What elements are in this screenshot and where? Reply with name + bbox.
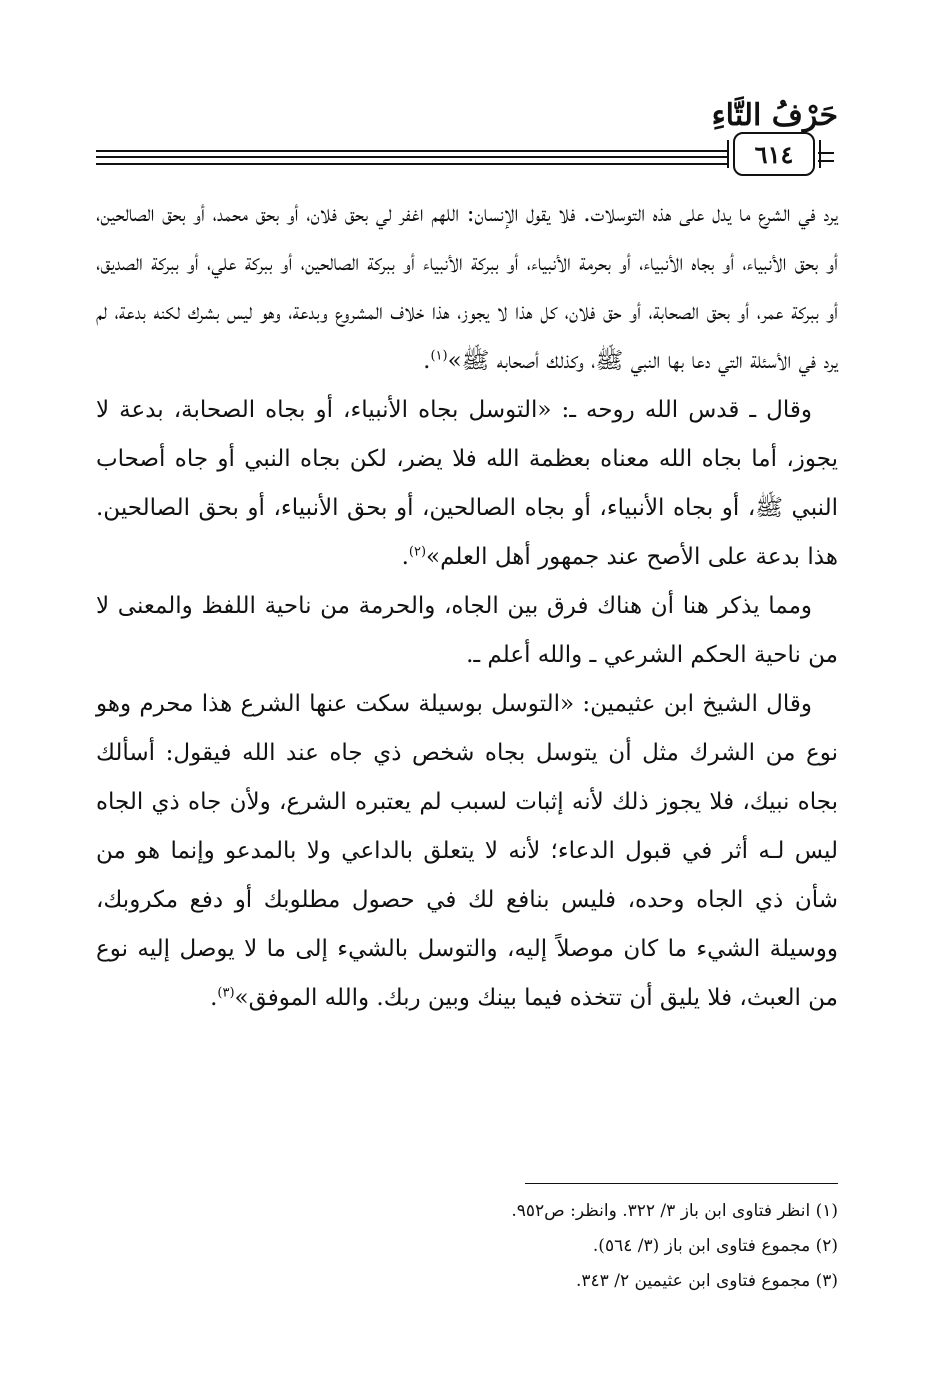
footnotes	[96, 1194, 838, 1299]
body-text	[96, 190, 838, 1023]
footnote-ref: (١)	[430, 348, 448, 364]
footnote: (٢) مجموع فتاوى ابن باز (٣/ ٥٦٤).	[592, 1236, 838, 1256]
footnote-ref: (٢)	[408, 544, 427, 560]
paragraph-text: وقال ـ قدس الله روحه ـ: «التوسل بجاه الأنبياء، أو بجاه الصحابة، بدعة لا يجوز، أما بجاه الله معناه بعظمة الله فلا يضر، لكن بجاه النبي أو جاه أصحاب النبي ﷺ، أو بجاه الأنبياء، أو بجاه الصالحين، أو بحق الأنبياء، أو بحق الصالحين. هذا بدعة على الأصح عند جمهور أهل العلم»	[96, 397, 838, 570]
paragraph-text: وقال الشيخ ابن عثيمين: «التوسل بوسيلة سكت عنها الشرع هذا محرم وهو نوع من الشرك مثل أن يتوسل بجاه شخص ذي جاه عند الله فيقول: أسألك بجاه نبيك، فلا يجوز ذلك لأنه إثبات لسبب لم يعتبره الشرع، ولأن جاه ذي الجاه ليس لـه أثر في قبول الدعاء؛ لأنه لا يتعلق بالداعي ولا بالمدعو وإنما هو من شأن ذي الجاه وحده، فليس بنافع لك في حصول مطلوبك أو دفع مكروبك، ووسيلة الشيء ما كان موصلاً إليه، والتوسل بالشيء إلى ما لا يوصل إليه نوع من العبث، فلا يليق أن تتخذه فيما بينك وبين ربك. والله الموفق»	[96, 691, 838, 1011]
footnote: (٣) مجموع فتاوى ابن عثيمين ٢/ ٣٤٣.	[575, 1271, 838, 1291]
footnote-ref: (٣)	[217, 985, 235, 1001]
paragraph: وقال الشيخ ابن عثيمين: «التوسل بوسيلة سكت عنها الشرع هذا محرم وهو نوع من الشرك مثل أن يتوسل بجاه شخص ذي جاه عند الله فيقول: أسألك بجاه نبيك، فلا يجوز ذلك لأنه إثبات لسبب لم يعتبره الشرع، ولأن جاه ذي الجاه ليس لـه أثر في قبول الدعاء؛ لأنه لا يتعلق بالداعي ولا بالمدعو وإنما هو من شأن ذي الجاه وحده، فليس بنافع لك في حصول مطلوبك أو دفع مكروبك، ووسيلة الشيء ما كان موصلاً إليه، والتوسل بالشيء إلى ما لا يوصل إليه نوع من العبث، فلا يليق أن تتخذه فيما بينك وبين ربك. والله الموفق»$^{(٣)}$.	[96, 691, 838, 1011]
paragraph	[96, 582, 838, 680]
header-rule	[96, 163, 728, 165]
header-rule	[96, 156, 728, 158]
page-number	[733, 132, 815, 176]
running-title: حَرْفُ التَّاءِ	[711, 98, 838, 133]
page-number-text: ٦١٤	[754, 139, 794, 169]
paragraph-text: يرد في الشرع ما يدل على هذه التوسلات. فلا يقول الإنسان: اللهم اغفر لي بحق فلان، أو بحق محمد، أو بحق الصالحين، أو بحق الأنبياء، أو بجاه الأنبياء، أو بحرمة الأنبياء، أو ببركة الأنبياء أو ببركة الصالحين، أو ببركة علي، أو ببركة الصديق، أو ببركة عمر، أو بحق الصحابة، أو حق فلان، كل هذا لا يجوز، هذا خلاف المشروع وبدعة، وهو ليس بشرك لكنه بدعة، لم يرد في الأسئلة التي دعا بها النبي ﷺ، وكذلك أصحابه ﷺ»	[96, 201, 838, 374]
paragraph: وقال ـ قدس الله روحه ـ: «التوسل بجاه الأنبياء، أو بجاه الصحابة، بدعة لا يجوز، أما بجاه الله معناه بعظمة الله فلا يضر، لكن بجاه النبي أو جاه أصحاب النبي ﷺ، أو بجاه الأنبياء، أو بجاه الصالحين، أو بحق الأنبياء، أو بحق الصالحين. هذا بدعة على الأصح عند جمهور أهل العلم»$^{(٢)}$.	[96, 397, 838, 570]
paragraph-text: ومما يذكر هنا أن هناك فرق بين الجاه، والحرمة من ناحية اللفظ والمعنى لا من ناحية الحكم الشرعي ـ والله أعلم ـ.	[96, 593, 838, 668]
footnote-separator	[525, 1183, 838, 1184]
footnote: (١) انظر فتاوى ابن باز ٣/ ٣٢٢. وانظر: ص٩٥٢.	[511, 1201, 838, 1221]
header-rule	[96, 150, 728, 152]
paragraph: يرد في الشرع ما يدل على هذه التوسلات. فلا يقول الإنسان: اللهم اغفر لي بحق فلان، أو بحق محمد، أو بحق الصالحين، أو بحق الأنبياء، أو بجاه الأنبياء، أو بحرمة الأنبياء، أو ببركة الأنبياء أو ببركة الصالحين، أو ببركة علي، أو ببركة الصديق، أو ببركة عمر، أو بحق الصحابة، أو حق فلان، كل هذا لا يجوز، هذا خلاف المشروع وبدعة، وهو ليس بشرك لكنه بدعة، لم يرد في الأسئلة التي دعا بها النبي ﷺ، وكذلك أصحابه ﷺ»$^{(١)}$.	[96, 201, 838, 374]
